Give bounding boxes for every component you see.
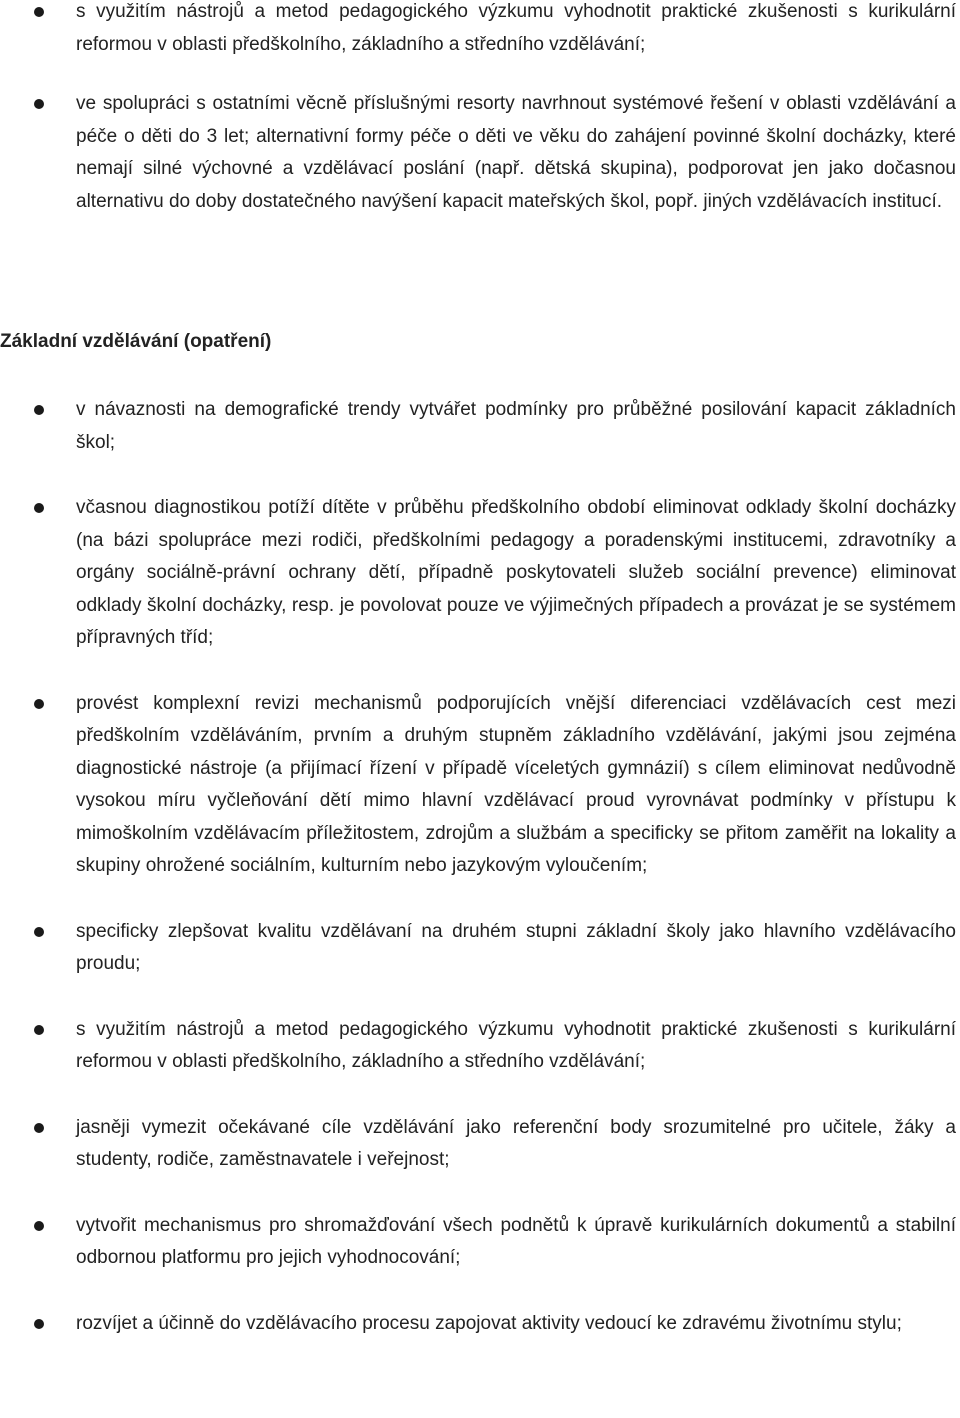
list-item-text: ve spolupráci s ostatními věcně příslušnými resorty navrhnout systémové řešení v oblasti vzdělávání a péče o děti do 3 let; alternativní formy péče o děti ve věku do zahájení povinné školní docházky, které nemají silné výchovné a vzdělávací poslání (např. dětská skupina), podporovat jen jako dočasnou alternativu do doby dostatečného navýšení kapacit mateřských škol, popř. jiných vzdělávacích institucí. [76, 93, 956, 212]
list-item [0, 1210, 960, 1275]
list-item-text: rozvíjet a účinně do vzdělávacího procesu zapojovat aktivity vedoucí ke zdravému životnímu stylu; [76, 1312, 902, 1334]
bullet-icon [34, 1025, 44, 1035]
list-item-text: jasněji vymezit očekávané cíle vzdělávání jako referenční body srozumitelné pro učitele, žáky a studenty, rodiče, zaměstnavatele i veřejnost; [76, 1116, 956, 1170]
list-item [0, 688, 960, 883]
list-item-text: s využitím nástrojů a metod pedagogického výzkumu vyhodnotit praktické zkušenosti s kurikulární reformou v oblasti předškolního, základního a středního vzdělávání; [76, 1018, 956, 1072]
list-item-text: specificky zlepšovat kvalitu vzdělávaní na druhém stupni základní školy jako hlavního vzdělávacího proudu; [76, 920, 956, 974]
list-item-text: v návaznosti na demografické trendy vytvářet podmínky pro průběžné posilování kapacit základních škol; [76, 399, 956, 453]
list-item-text: provést komplexní revizi mechanismů podporujících vnější diferenciaci vzdělávacích cest mezi předškolním vzděláváním, prvním a druhým stupněm základního vzdělávání, jakými jsou zejména diagnostické nástroje (a přijímací řízení v případě víceletých gymnázií) s cílem eliminovat nedůvodně vysokou míru vyčleňování dětí mimo hlavní vzdělávací proud vyrovnávat podmínky v přístupu k mimoškolním vzdělávacím příležitostem, zdrojům a službám a specificky se přitom zaměřit na lokality a skupiny ohrožené sociálním, kulturním nebo jazykovým vyloučením; [76, 692, 956, 876]
list-item-text: s využitím nástrojů a metod pedagogického výzkumu vyhodnotit praktické zkušenosti s kurikulární reformou v oblasti předškolního, základního a středního vzdělávání; [76, 1, 956, 55]
bullet-icon [34, 699, 44, 709]
list-item [0, 1014, 960, 1079]
list-item [0, 1308, 960, 1341]
list-item [0, 394, 960, 459]
list-item [0, 0, 960, 61]
bullet-icon [34, 1319, 44, 1329]
bullet-list-main [0, 394, 960, 1340]
list-item [0, 1112, 960, 1177]
section-heading: Základní vzdělávání (opatření) [0, 331, 272, 352]
bullet-icon [34, 7, 44, 17]
list-item-text: včasnou diagnostikou potíží dítěte v průběhu předškolního období eliminovat odklady školní docházky (na bázi spolupráce mezi rodiči, předškolními pedagogy a poradenskými institucemi, zdravotníky a orgány sociálně-právní ochrany dětí, případně poskytovateli služeb sociální prevence) eliminovat odklady školní docházky, resp. je povolovat pouze ve výjimečných případech a provázat je se systémem přípravných tříd; [76, 497, 956, 648]
list-item-text: vytvořit mechanismus pro shromažďování všech podnětů k úpravě kurikulárních dokumentů a stabilní odbornou platformu pro jejich vyhodnocování; [76, 1214, 956, 1268]
bullet-icon [34, 927, 44, 937]
bullet-list-top [0, 0, 960, 218]
bullet-icon [34, 99, 44, 109]
list-item [0, 88, 960, 218]
bullet-icon [34, 503, 44, 513]
bullet-icon [34, 1123, 44, 1133]
bullet-icon [34, 1221, 44, 1231]
list-item [0, 492, 960, 655]
bullet-icon [34, 405, 44, 415]
list-item [0, 916, 960, 981]
